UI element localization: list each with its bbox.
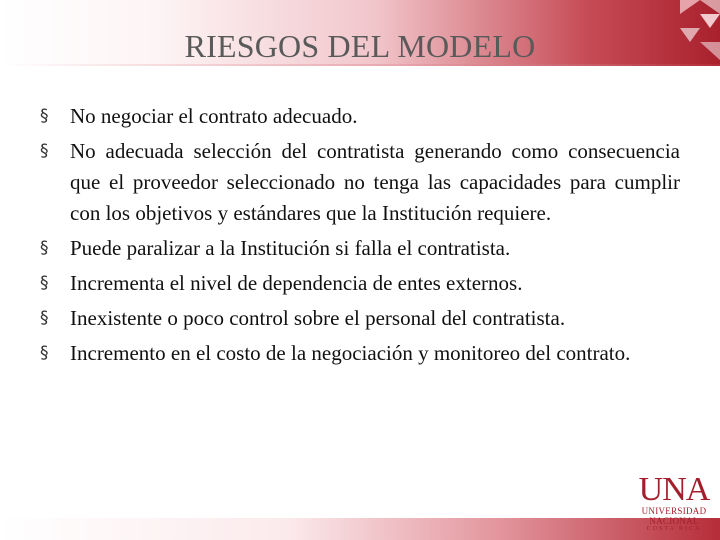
bullet-marker: § (40, 238, 49, 258)
bullet-marker: § (40, 273, 49, 293)
logo-line-3: COSTA RICA (646, 526, 702, 532)
bullet-text: Incrementa el nivel de dependencia de entes externos. (70, 271, 523, 295)
bullet-marker: § (40, 141, 49, 161)
bullet-text: No adecuada selección del contratista generando como consecuencia que el proveedor seleccionado no tenga las capacidades para cumplir con los objetivos y estándares que la Institución requiere. (70, 139, 680, 225)
bullet-marker: § (40, 343, 49, 363)
bullet-item (40, 233, 680, 264)
bullet-item (40, 338, 680, 369)
logo-line-1: UNIVERSIDAD (641, 506, 707, 516)
bullet-item (40, 101, 680, 132)
bullet-text: Inexistente o poco control sobre el personal del contratista. (70, 306, 566, 330)
logo-acronym: UNA (638, 471, 710, 508)
bullet-text: Incremento en el costo de la negociación y monitoreo del contrato. (70, 341, 631, 365)
bullet-item (40, 268, 680, 299)
bullet-list (40, 101, 680, 373)
bullet-text: Puede paralizar a la Institución si falla el contratista. (70, 236, 511, 260)
bullet-marker: § (40, 106, 49, 126)
university-logo (636, 471, 712, 534)
bullet-item (40, 136, 680, 229)
bullet-item (40, 303, 680, 334)
bullet-text: No negociar el contrato adecuado. (70, 104, 358, 128)
bullet-marker: § (40, 308, 49, 328)
slide-title: RIESGOS DEL MODELO (184, 28, 536, 64)
bottom-band (0, 518, 720, 540)
logo-line-2: NACIONAL (649, 516, 699, 526)
